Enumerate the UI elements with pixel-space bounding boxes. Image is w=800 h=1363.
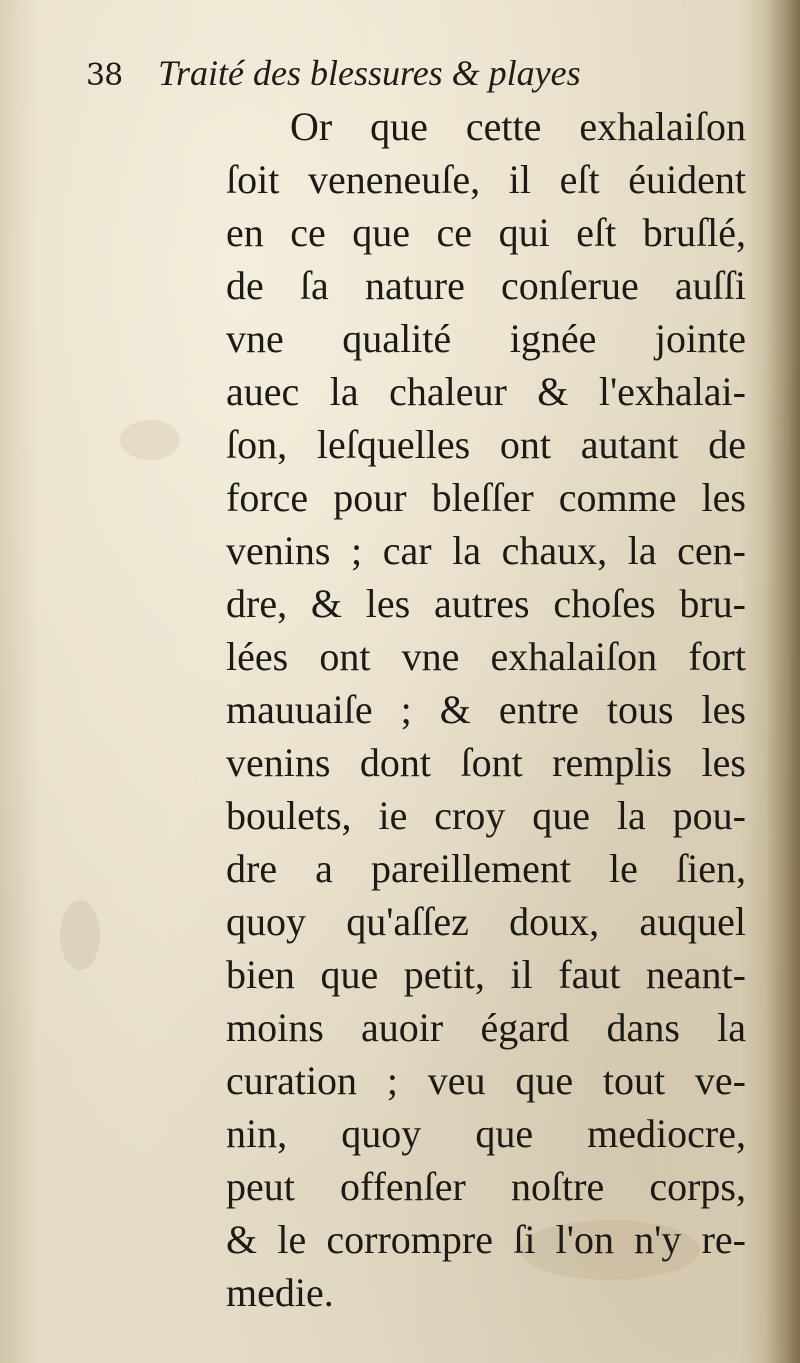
page-header	[86, 52, 746, 102]
text-line: boulets, ie croy que la pou-	[226, 793, 746, 838]
text-line: lées ont vne exhalaiſon fort	[226, 634, 746, 679]
page-gutter-shadow	[766, 0, 800, 1363]
text-line: venins dont ſont remplis les	[226, 740, 746, 785]
text-line: peut offenſer noſtre corps,	[226, 1164, 746, 1209]
text-line: moins auoir égard dans la	[226, 1005, 746, 1050]
text-line: ſon, leſquelles ont autant de	[226, 422, 746, 467]
text-line: curation ; veu que tout ve-	[226, 1058, 746, 1103]
text-line: auec la chaleur & l'exhalai-	[226, 369, 746, 414]
text-line: ſoit veneneuſe, il eſt éuident	[226, 157, 746, 202]
text-line: venins ; car la chaux, la cen-	[226, 528, 746, 573]
text-line: dre a pareillement le ſien,	[226, 846, 746, 891]
page-number: 38	[86, 58, 123, 93]
text-line: quoy qu'aſſez doux, auquel	[226, 899, 746, 944]
text-line: vne qualité ignée jointe	[226, 316, 746, 361]
text-line: & le corrompre ſi l'on n'y re-	[226, 1217, 746, 1262]
text-line: force pour bleſſer comme les	[226, 475, 746, 520]
body-paragraph	[226, 100, 746, 1319]
text-line: en ce que ce qui eſt bruſlé,	[226, 210, 746, 255]
text-line: Or que cette exhalaiſon	[290, 104, 746, 149]
text-line: mauuaiſe ; & entre tous les	[226, 687, 746, 732]
text-line: nin, quoy que mediocre,	[226, 1111, 746, 1156]
text-line: medie.	[226, 1270, 334, 1315]
text-line: de ſa nature conſerue auſſi	[226, 263, 746, 308]
paper-stain	[120, 420, 180, 460]
text-line: bien que petit, il faut neant-	[226, 952, 746, 997]
paper-stain	[60, 900, 100, 970]
running-title: Traité des blessures & playes	[158, 53, 581, 93]
text-line: dre, & les autres choſes bru-	[226, 581, 746, 626]
